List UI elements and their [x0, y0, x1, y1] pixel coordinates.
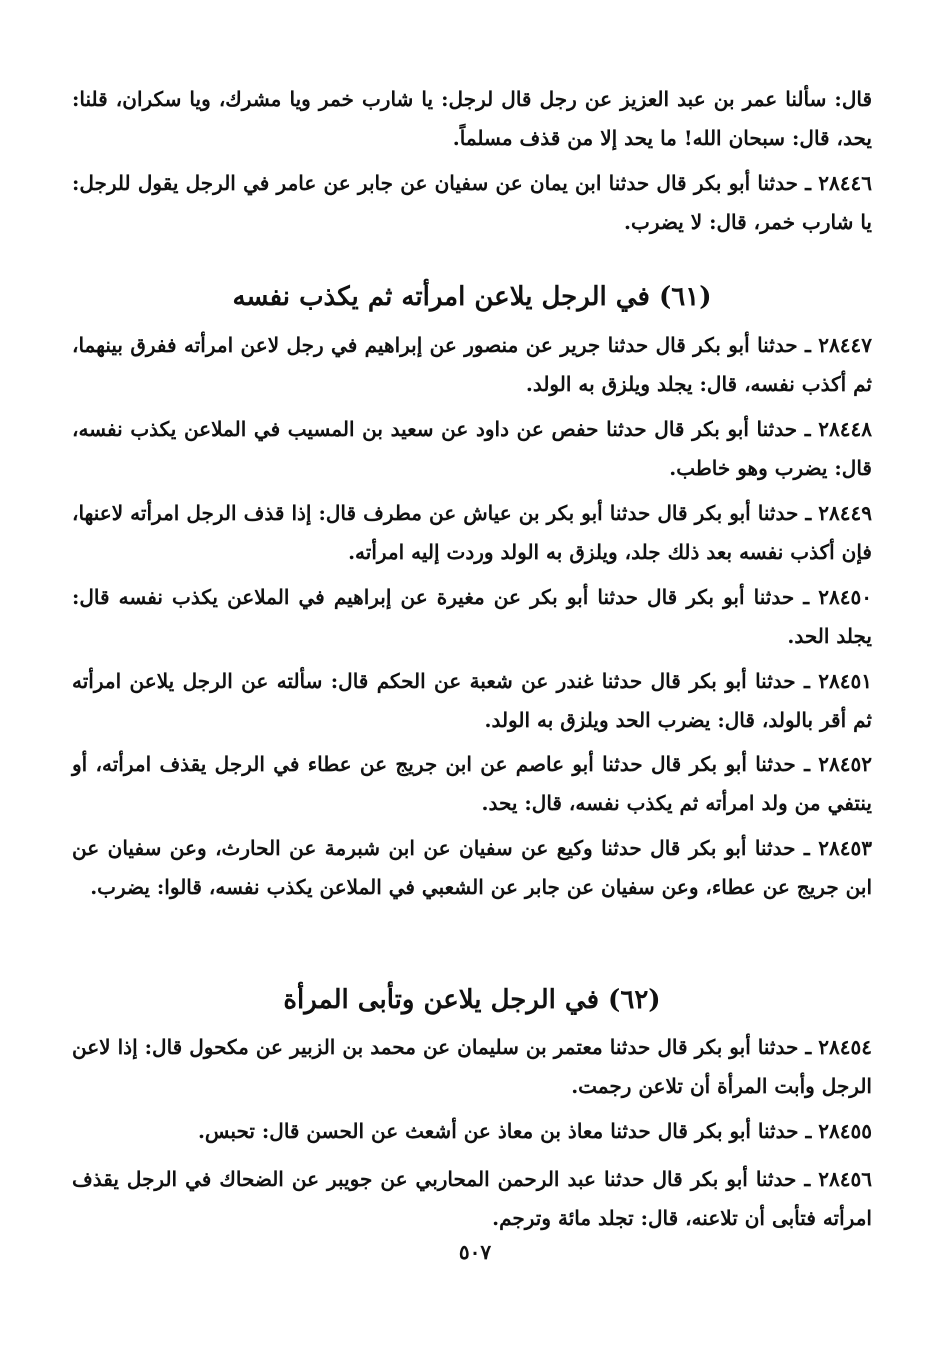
- hadith-28450: [72, 578, 872, 656]
- hadith-text: ـ حدثنا أبو بكر قال حدثنا أبو بكر بن عياش عن مطرف قال: إذا قذف الرجل امرأته لاعنها، فإن أكذب نفسه بعد ذلك جلد، ويلزق به الولد وردت إليه امرأته.: [72, 501, 872, 564]
- hadith-number: ٢٨٤٥٢: [818, 752, 872, 776]
- hadith-28447: [72, 326, 872, 404]
- hadith-text: ـ حدثنا أبو بكر قال حدثنا معتمر بن سليمان عن محمد بن الزبير عن مكحول قال: إذا لاعن الرجل وأبت المرأة أن تلاعن رجمت.: [72, 1035, 872, 1098]
- hadith-28449: [72, 494, 872, 572]
- hadith-28448: [72, 410, 872, 488]
- hadith-number: ٢٨٤٥٤: [818, 1035, 873, 1059]
- hadith-number: ٢٨٤٥٣: [818, 836, 872, 860]
- hadith-28452: [72, 745, 872, 823]
- hadith-text: ـ حدثنا أبو بكر قال حدثنا أبو عاصم عن ابن جريج عن عطاء في الرجل يقذف امرأته، أو ينتفي من ولد امرأته ثم يكذب نفسه، قال: يحد.: [72, 752, 872, 815]
- hadith-text: ـ حدثنا أبو بكر قال حدثنا ابن يمان عن سفيان عن جابر عن عامر في الرجل يقول للرجل: يا شارب خمر، قال: لا يضرب.: [72, 171, 872, 234]
- hadith-text: ـ حدثنا أبو بكر قال حدثنا حفص عن داود عن سعيد بن المسيب في الملاعن يكذب نفسه، قال: يضرب وهو خاطب.: [72, 417, 872, 480]
- hadith-28451: [72, 662, 872, 740]
- hadith-number: ٢٨٤٤٨: [818, 417, 872, 441]
- hadith-text: ـ حدثنا أبو بكر قال حدثنا غندر عن شعبة عن الحكم قال: سألته عن الرجل يلاعن امرأته ثم أقر بالولد، قال: يضرب الحد ويلزق به الولد.: [72, 669, 872, 732]
- page-number: ٥٠٧: [458, 1240, 492, 1264]
- hadith-number: ٢٨٤٤٧: [818, 333, 873, 357]
- hadith-number: ٢٨٤٤٦: [818, 171, 872, 195]
- hadith-number: ٢٨٤٥٥: [818, 1119, 872, 1143]
- hadith-number: ٢٨٤٥١: [818, 669, 872, 693]
- hadith-text: ـ حدثنا أبو بكر قال حدثنا عبد الرحمن المحاربي عن جويبر عن الضحاك في الرجل يقذف امرأته فتأبى أن تلاعنه، قال: تجلد مائة وترجم.: [72, 1167, 872, 1230]
- hadith-28455: [72, 1112, 872, 1151]
- hadith-number: ٢٨٤٤٩: [818, 501, 872, 525]
- continuation-paragraph: [72, 80, 872, 158]
- hadith-text: ـ حدثنا أبو بكر قال حدثنا معاذ بن معاذ عن أشعث عن الحسن قال: تحبس.: [197, 1119, 812, 1143]
- hadith-text: ـ حدثنا أبو بكر قال حدثنا جرير عن منصور عن إبراهيم في رجل لاعن امرأته ففرق بينهما، ثم أكذب نفسه، قال: يجلد ويلزق به الولد.: [72, 333, 872, 396]
- hadith-28446: [72, 164, 872, 242]
- chapter-heading-62: (٦٢) في الرجل يلاعن وتأبى المرأة: [283, 985, 661, 1015]
- hadith-number: ٢٨٤٥٦: [818, 1167, 872, 1191]
- hadith-text: ـ حدثنا أبو بكر قال حدثنا وكيع عن سفيان عن ابن شبرمة عن الحارث، وعن سفيان عن ابن جريج عن عطاء، وعن سفيان عن جابر عن الشعبي في الملاعن يكذب نفسه، قالوا: يضرب.: [72, 836, 872, 899]
- hadith-28453: [72, 829, 872, 907]
- hadith-number: ٢٨٤٥٠: [818, 585, 872, 609]
- hadith-28456: [72, 1160, 872, 1238]
- chapter-heading-61: (٦١) في الرجل يلاعن امرأته ثم يكذب نفسه: [232, 282, 712, 312]
- paragraph-text: قال: سألنا عمر بن عبد العزيز عن رجل قال لرجل: يا شارب خمر ويا مشرك، ويا سكران، قلنا: يحد، قال: سبحان الله! ما يحد إلا من قذف مسلماً.: [72, 87, 873, 150]
- hadith-text: ـ حدثنا أبو بكر قال حدثنا أبو بكر عن مغيرة عن إبراهيم في الملاعن يكذب نفسه قال: يجلد الحد.: [72, 585, 872, 648]
- hadith-28454: [72, 1028, 872, 1106]
